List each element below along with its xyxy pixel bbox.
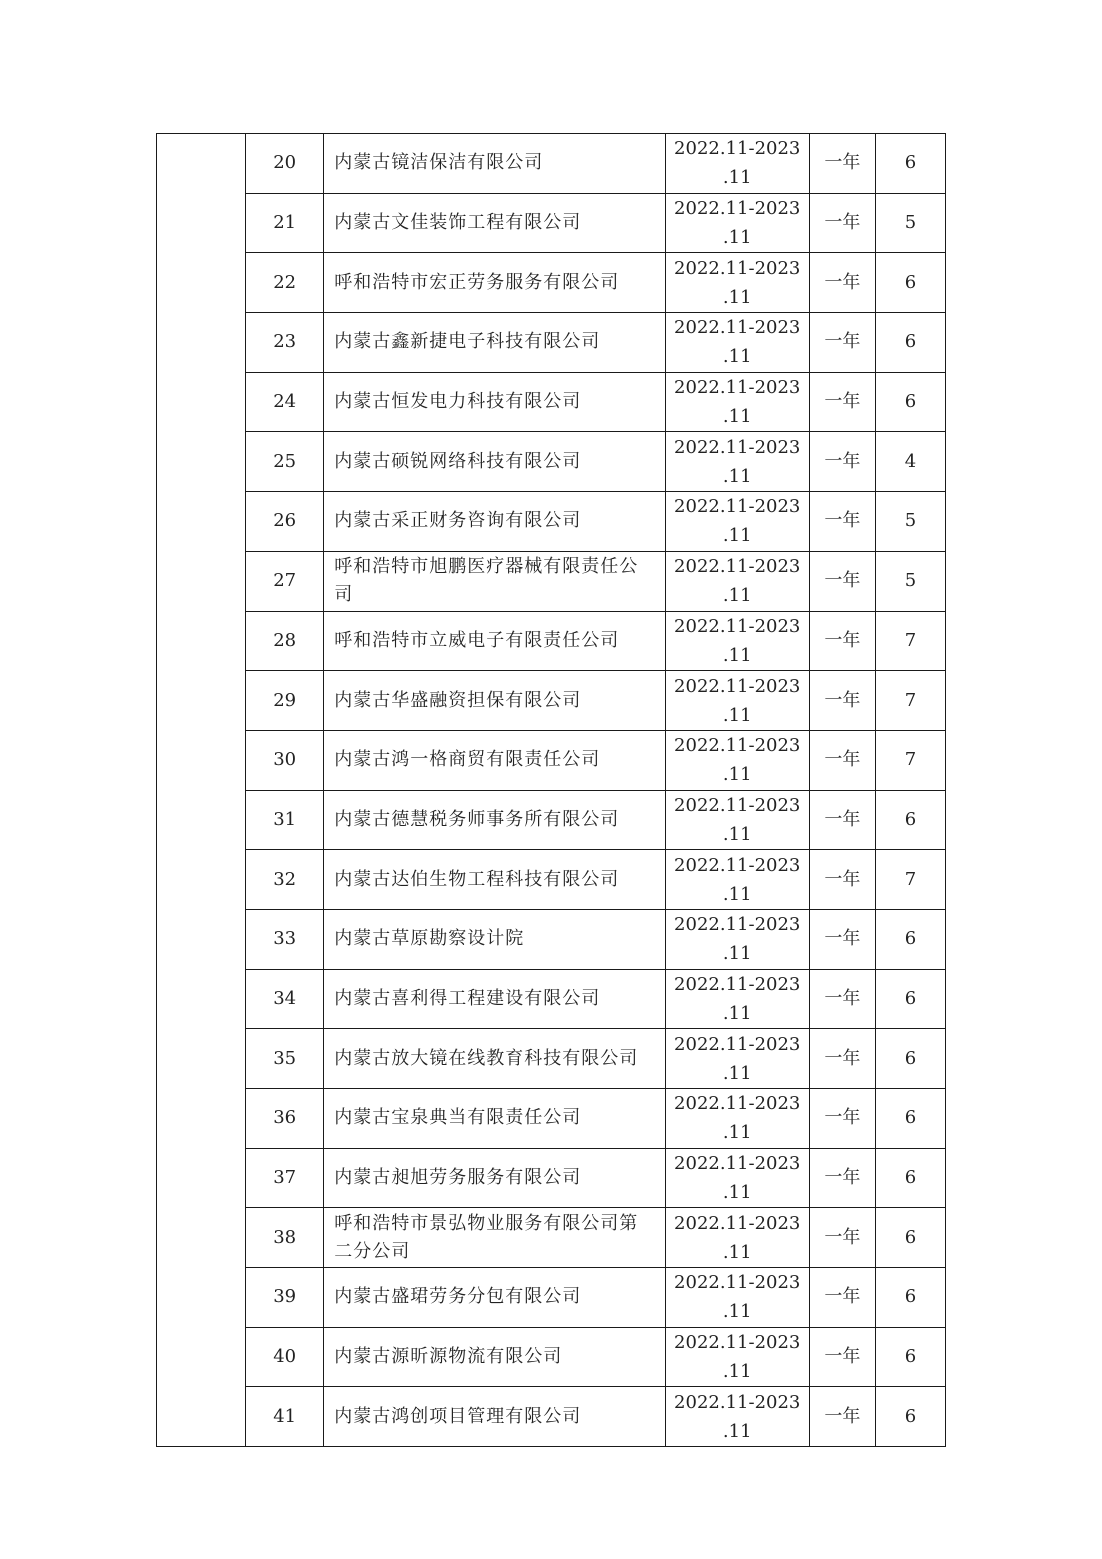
period-start: 2022.11-2023	[674, 496, 801, 518]
row-number: 34	[246, 969, 324, 1029]
table-row	[157, 492, 946, 552]
service-term: 一年	[809, 790, 875, 850]
service-period	[665, 611, 809, 671]
company-name: 内蒙古镜洁保洁有限公司	[324, 134, 665, 194]
service-period	[665, 1089, 809, 1149]
row-number: 40	[246, 1327, 324, 1387]
person-count: 6	[875, 1089, 945, 1149]
period-end: .11	[722, 764, 752, 786]
person-count: 5	[875, 193, 945, 253]
period-start: 2022.11-2023	[674, 1153, 801, 1175]
service-period	[665, 730, 809, 790]
period-end: .11	[722, 167, 752, 189]
period-start: 2022.11-2023	[674, 1332, 801, 1354]
period-end: .11	[722, 1002, 752, 1024]
company-name: 内蒙古采正财务咨询有限公司	[324, 492, 665, 552]
period-start: 2022.11-2023	[674, 615, 801, 637]
period-start: 2022.11-2023	[674, 138, 801, 160]
company-name: 内蒙古鸿一格商贸有限责任公司	[324, 730, 665, 790]
row-number: 22	[246, 253, 324, 313]
table-row	[157, 790, 946, 850]
period-start: 2022.11-2023	[674, 317, 801, 339]
period-end: .11	[722, 406, 752, 428]
period-start: 2022.11-2023	[674, 675, 801, 697]
person-count: 6	[875, 1148, 945, 1208]
service-period	[665, 134, 809, 194]
period-start: 2022.11-2023	[674, 436, 801, 458]
service-period	[665, 1387, 809, 1447]
company-name: 呼和浩特市旭鹏医疗器械有限责任公司	[324, 551, 665, 611]
table-row	[157, 253, 946, 313]
table-row	[157, 372, 946, 432]
period-end: .11	[722, 1420, 752, 1442]
service-term: 一年	[809, 850, 875, 910]
period-end: .11	[722, 1301, 752, 1323]
period-end: .11	[722, 525, 752, 547]
table-row	[157, 1029, 946, 1089]
service-period	[665, 551, 809, 611]
period-end: .11	[722, 883, 752, 905]
service-period	[665, 1208, 809, 1268]
person-count: 6	[875, 134, 945, 194]
period-start: 2022.11-2023	[674, 198, 801, 220]
table-row	[157, 730, 946, 790]
company-name: 内蒙古鑫新捷电子科技有限公司	[324, 313, 665, 373]
service-term: 一年	[809, 1327, 875, 1387]
service-period	[665, 969, 809, 1029]
service-term: 一年	[809, 193, 875, 253]
table-body	[157, 134, 946, 1447]
row-number: 37	[246, 1148, 324, 1208]
person-count: 6	[875, 909, 945, 969]
person-count: 7	[875, 611, 945, 671]
company-name: 内蒙古放大镜在线教育科技有限公司	[324, 1029, 665, 1089]
company-name: 内蒙古达伯生物工程科技有限公司	[324, 850, 665, 910]
table-row	[157, 1208, 946, 1268]
company-name: 内蒙古草原勘察设计院	[324, 909, 665, 969]
period-end: .11	[722, 346, 752, 368]
person-count: 7	[875, 730, 945, 790]
table-row	[157, 1387, 946, 1447]
service-period	[665, 372, 809, 432]
table-row	[157, 671, 946, 731]
period-start: 2022.11-2023	[674, 556, 801, 578]
service-period	[665, 492, 809, 552]
service-term: 一年	[809, 671, 875, 731]
period-end: .11	[722, 1241, 752, 1263]
table-row	[157, 1089, 946, 1149]
person-count: 6	[875, 1387, 945, 1447]
person-count: 6	[875, 1268, 945, 1328]
service-period	[665, 1029, 809, 1089]
period-start: 2022.11-2023	[674, 1212, 801, 1234]
row-number: 28	[246, 611, 324, 671]
row-number: 31	[246, 790, 324, 850]
period-end: .11	[722, 644, 752, 666]
table-row	[157, 969, 946, 1029]
period-start: 2022.11-2023	[674, 735, 801, 757]
service-term: 一年	[809, 253, 875, 313]
row-number: 30	[246, 730, 324, 790]
table-row	[157, 1268, 946, 1328]
person-count: 5	[875, 551, 945, 611]
table-row	[157, 313, 946, 373]
person-count: 4	[875, 432, 945, 492]
row-number: 36	[246, 1089, 324, 1149]
service-term: 一年	[809, 551, 875, 611]
row-number: 21	[246, 193, 324, 253]
company-name: 内蒙古喜利得工程建设有限公司	[324, 969, 665, 1029]
table-row	[157, 611, 946, 671]
period-end: .11	[722, 227, 752, 249]
company-name: 内蒙古文佳装饰工程有限公司	[324, 193, 665, 253]
table-row	[157, 193, 946, 253]
period-start: 2022.11-2023	[674, 1033, 801, 1055]
service-term: 一年	[809, 1029, 875, 1089]
period-end: .11	[722, 1361, 752, 1383]
period-start: 2022.11-2023	[674, 794, 801, 816]
row-number: 35	[246, 1029, 324, 1089]
row-number: 23	[246, 313, 324, 373]
company-name: 内蒙古华盛融资担保有限公司	[324, 671, 665, 731]
row-number: 39	[246, 1268, 324, 1328]
service-term: 一年	[809, 1387, 875, 1447]
company-name: 内蒙古宝泉典当有限责任公司	[324, 1089, 665, 1149]
merged-category-cell	[157, 134, 246, 1447]
service-term: 一年	[809, 1089, 875, 1149]
row-number: 29	[246, 671, 324, 731]
service-term: 一年	[809, 134, 875, 194]
service-period	[665, 432, 809, 492]
person-count: 6	[875, 372, 945, 432]
service-period	[665, 1148, 809, 1208]
service-period	[665, 1327, 809, 1387]
table-row	[157, 1148, 946, 1208]
period-end: .11	[722, 585, 752, 607]
table-row	[157, 850, 946, 910]
person-count: 6	[875, 790, 945, 850]
service-period	[665, 671, 809, 731]
company-name: 内蒙古盛珺劳务分包有限公司	[324, 1268, 665, 1328]
period-start: 2022.11-2023	[674, 1093, 801, 1115]
period-start: 2022.11-2023	[674, 257, 801, 279]
service-period	[665, 1268, 809, 1328]
row-number: 20	[246, 134, 324, 194]
service-term: 一年	[809, 492, 875, 552]
company-name: 内蒙古昶旭劳务服务有限公司	[324, 1148, 665, 1208]
period-end: .11	[722, 1182, 752, 1204]
period-end: .11	[722, 704, 752, 726]
row-number: 32	[246, 850, 324, 910]
period-end: .11	[722, 943, 752, 965]
company-table	[156, 133, 946, 1447]
row-number: 41	[246, 1387, 324, 1447]
row-number: 25	[246, 432, 324, 492]
row-number: 38	[246, 1208, 324, 1268]
person-count: 6	[875, 1029, 945, 1089]
period-start: 2022.11-2023	[674, 377, 801, 399]
service-term: 一年	[809, 313, 875, 373]
period-end: .11	[722, 823, 752, 845]
service-term: 一年	[809, 432, 875, 492]
person-count: 5	[875, 492, 945, 552]
service-term: 一年	[809, 1208, 875, 1268]
service-period	[665, 193, 809, 253]
company-name: 内蒙古德慧税务师事务所有限公司	[324, 790, 665, 850]
company-name: 内蒙古鸿创项目管理有限公司	[324, 1387, 665, 1447]
table-row	[157, 134, 946, 194]
row-number: 26	[246, 492, 324, 552]
person-count: 6	[875, 313, 945, 373]
period-start: 2022.11-2023	[674, 1272, 801, 1294]
service-term: 一年	[809, 909, 875, 969]
service-term: 一年	[809, 969, 875, 1029]
company-name: 内蒙古恒发电力科技有限公司	[324, 372, 665, 432]
period-start: 2022.11-2023	[674, 914, 801, 936]
row-number: 27	[246, 551, 324, 611]
table-row	[157, 432, 946, 492]
table-row	[157, 1327, 946, 1387]
company-name: 呼和浩特市宏正劳务服务有限公司	[324, 253, 665, 313]
person-count: 7	[875, 671, 945, 731]
period-end: .11	[722, 1062, 752, 1084]
table-row	[157, 909, 946, 969]
row-number: 33	[246, 909, 324, 969]
service-period	[665, 253, 809, 313]
period-start: 2022.11-2023	[674, 854, 801, 876]
period-start: 2022.11-2023	[674, 1391, 801, 1413]
table-row	[157, 551, 946, 611]
period-end: .11	[722, 465, 752, 487]
service-term: 一年	[809, 1148, 875, 1208]
person-count: 7	[875, 850, 945, 910]
service-period	[665, 313, 809, 373]
service-term: 一年	[809, 372, 875, 432]
company-name: 呼和浩特市景弘物业服务有限公司第二分公司	[324, 1208, 665, 1268]
period-start: 2022.11-2023	[674, 973, 801, 995]
company-name: 呼和浩特市立威电子有限责任公司	[324, 611, 665, 671]
person-count: 6	[875, 1327, 945, 1387]
company-name: 内蒙古硕锐网络科技有限公司	[324, 432, 665, 492]
period-end: .11	[722, 286, 752, 308]
company-name: 内蒙古源昕源物流有限公司	[324, 1327, 665, 1387]
person-count: 6	[875, 969, 945, 1029]
service-term: 一年	[809, 611, 875, 671]
service-period	[665, 909, 809, 969]
service-period	[665, 790, 809, 850]
service-period	[665, 850, 809, 910]
person-count: 6	[875, 253, 945, 313]
service-term: 一年	[809, 730, 875, 790]
person-count: 6	[875, 1208, 945, 1268]
service-term: 一年	[809, 1268, 875, 1328]
row-number: 24	[246, 372, 324, 432]
period-end: .11	[722, 1122, 752, 1144]
